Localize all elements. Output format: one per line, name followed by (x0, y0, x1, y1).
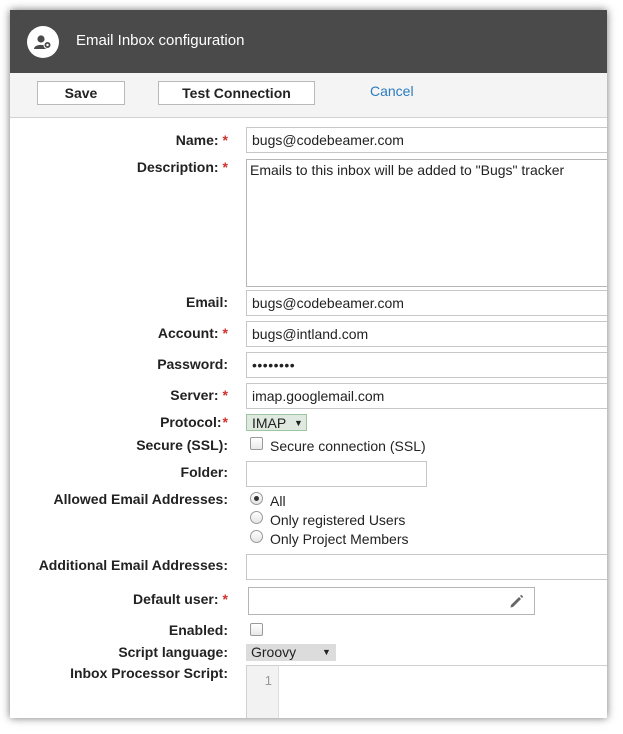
secure-checkbox[interactable] (250, 437, 263, 450)
password-input[interactable]: •••••••• (246, 352, 607, 378)
allowed-emails-label: Allowed Email Addresses: (53, 491, 228, 507)
name-input[interactable]: bugs@codebeamer.com (246, 127, 607, 153)
secure-label: Secure (SSL): (136, 437, 228, 453)
description-textarea[interactable]: Emails to this inbox will be added to "Bugs" tracker (246, 159, 607, 287)
toolbar (10, 73, 607, 118)
allowed-registered-label: Only registered Users (270, 512, 406, 528)
dialog-titlebar (10, 10, 607, 73)
email-label: Email: (185, 294, 228, 310)
password-label: Password: (157, 356, 228, 372)
folder-input[interactable] (246, 461, 427, 487)
additional-emails-input[interactable] (246, 554, 607, 580)
required-marker: * (222, 132, 228, 148)
required-marker: * (222, 159, 228, 175)
script-language-select[interactable] (246, 644, 336, 661)
account-label: Account: * (157, 325, 228, 341)
cancel-link[interactable]: Cancel (370, 83, 414, 99)
folder-label: Folder: (180, 464, 228, 480)
allowed-members-label: Only Project Members (270, 531, 409, 547)
required-marker: * (222, 414, 228, 430)
email-inbox-dialog (10, 10, 607, 718)
protocol-label: Protocol:* (160, 414, 228, 430)
line-number: 1 (264, 673, 272, 688)
test-connection-button[interactable]: Test Connection (158, 81, 315, 105)
line-number-gutter (247, 666, 279, 718)
name-label: Name: * (175, 132, 228, 148)
user-gear-icon (27, 26, 59, 58)
default-user-label: Default user: * (132, 591, 228, 607)
allowed-all-radio[interactable] (250, 492, 263, 505)
description-label: Description: * (136, 159, 228, 175)
script-editor[interactable] (246, 665, 607, 718)
dropdown-arrow-icon: ▼ (322, 647, 331, 657)
save-button[interactable]: Save (37, 81, 125, 105)
required-marker: * (222, 591, 228, 607)
dropdown-arrow-icon: ▼ (294, 418, 303, 428)
enabled-checkbox[interactable] (250, 623, 263, 636)
script-label: Inbox Processor Script: (70, 665, 228, 681)
secure-option-label: Secure connection (SSL) (270, 438, 426, 454)
protocol-value: IMAP (252, 415, 287, 431)
script-language-value: Groovy (251, 644, 297, 660)
pencil-icon[interactable] (509, 594, 525, 610)
default-user-input[interactable] (248, 587, 535, 615)
account-input[interactable]: bugs@intland.com (246, 321, 607, 347)
dialog-title: Email Inbox configuration (76, 32, 245, 49)
email-input[interactable]: bugs@codebeamer.com (246, 290, 607, 316)
required-marker: * (222, 387, 228, 403)
allowed-registered-radio[interactable] (250, 511, 263, 524)
allowed-members-radio[interactable] (250, 530, 263, 543)
allowed-all-label: All (270, 493, 286, 509)
enabled-label: Enabled: (168, 622, 228, 638)
additional-emails-label: Additional Email Addresses: (38, 557, 228, 573)
server-input[interactable]: imap.googlemail.com (246, 383, 607, 409)
script-language-label: Script language: (118, 644, 228, 660)
required-marker: * (222, 325, 228, 341)
server-label: Server: * (170, 387, 228, 403)
protocol-select[interactable] (246, 414, 307, 431)
